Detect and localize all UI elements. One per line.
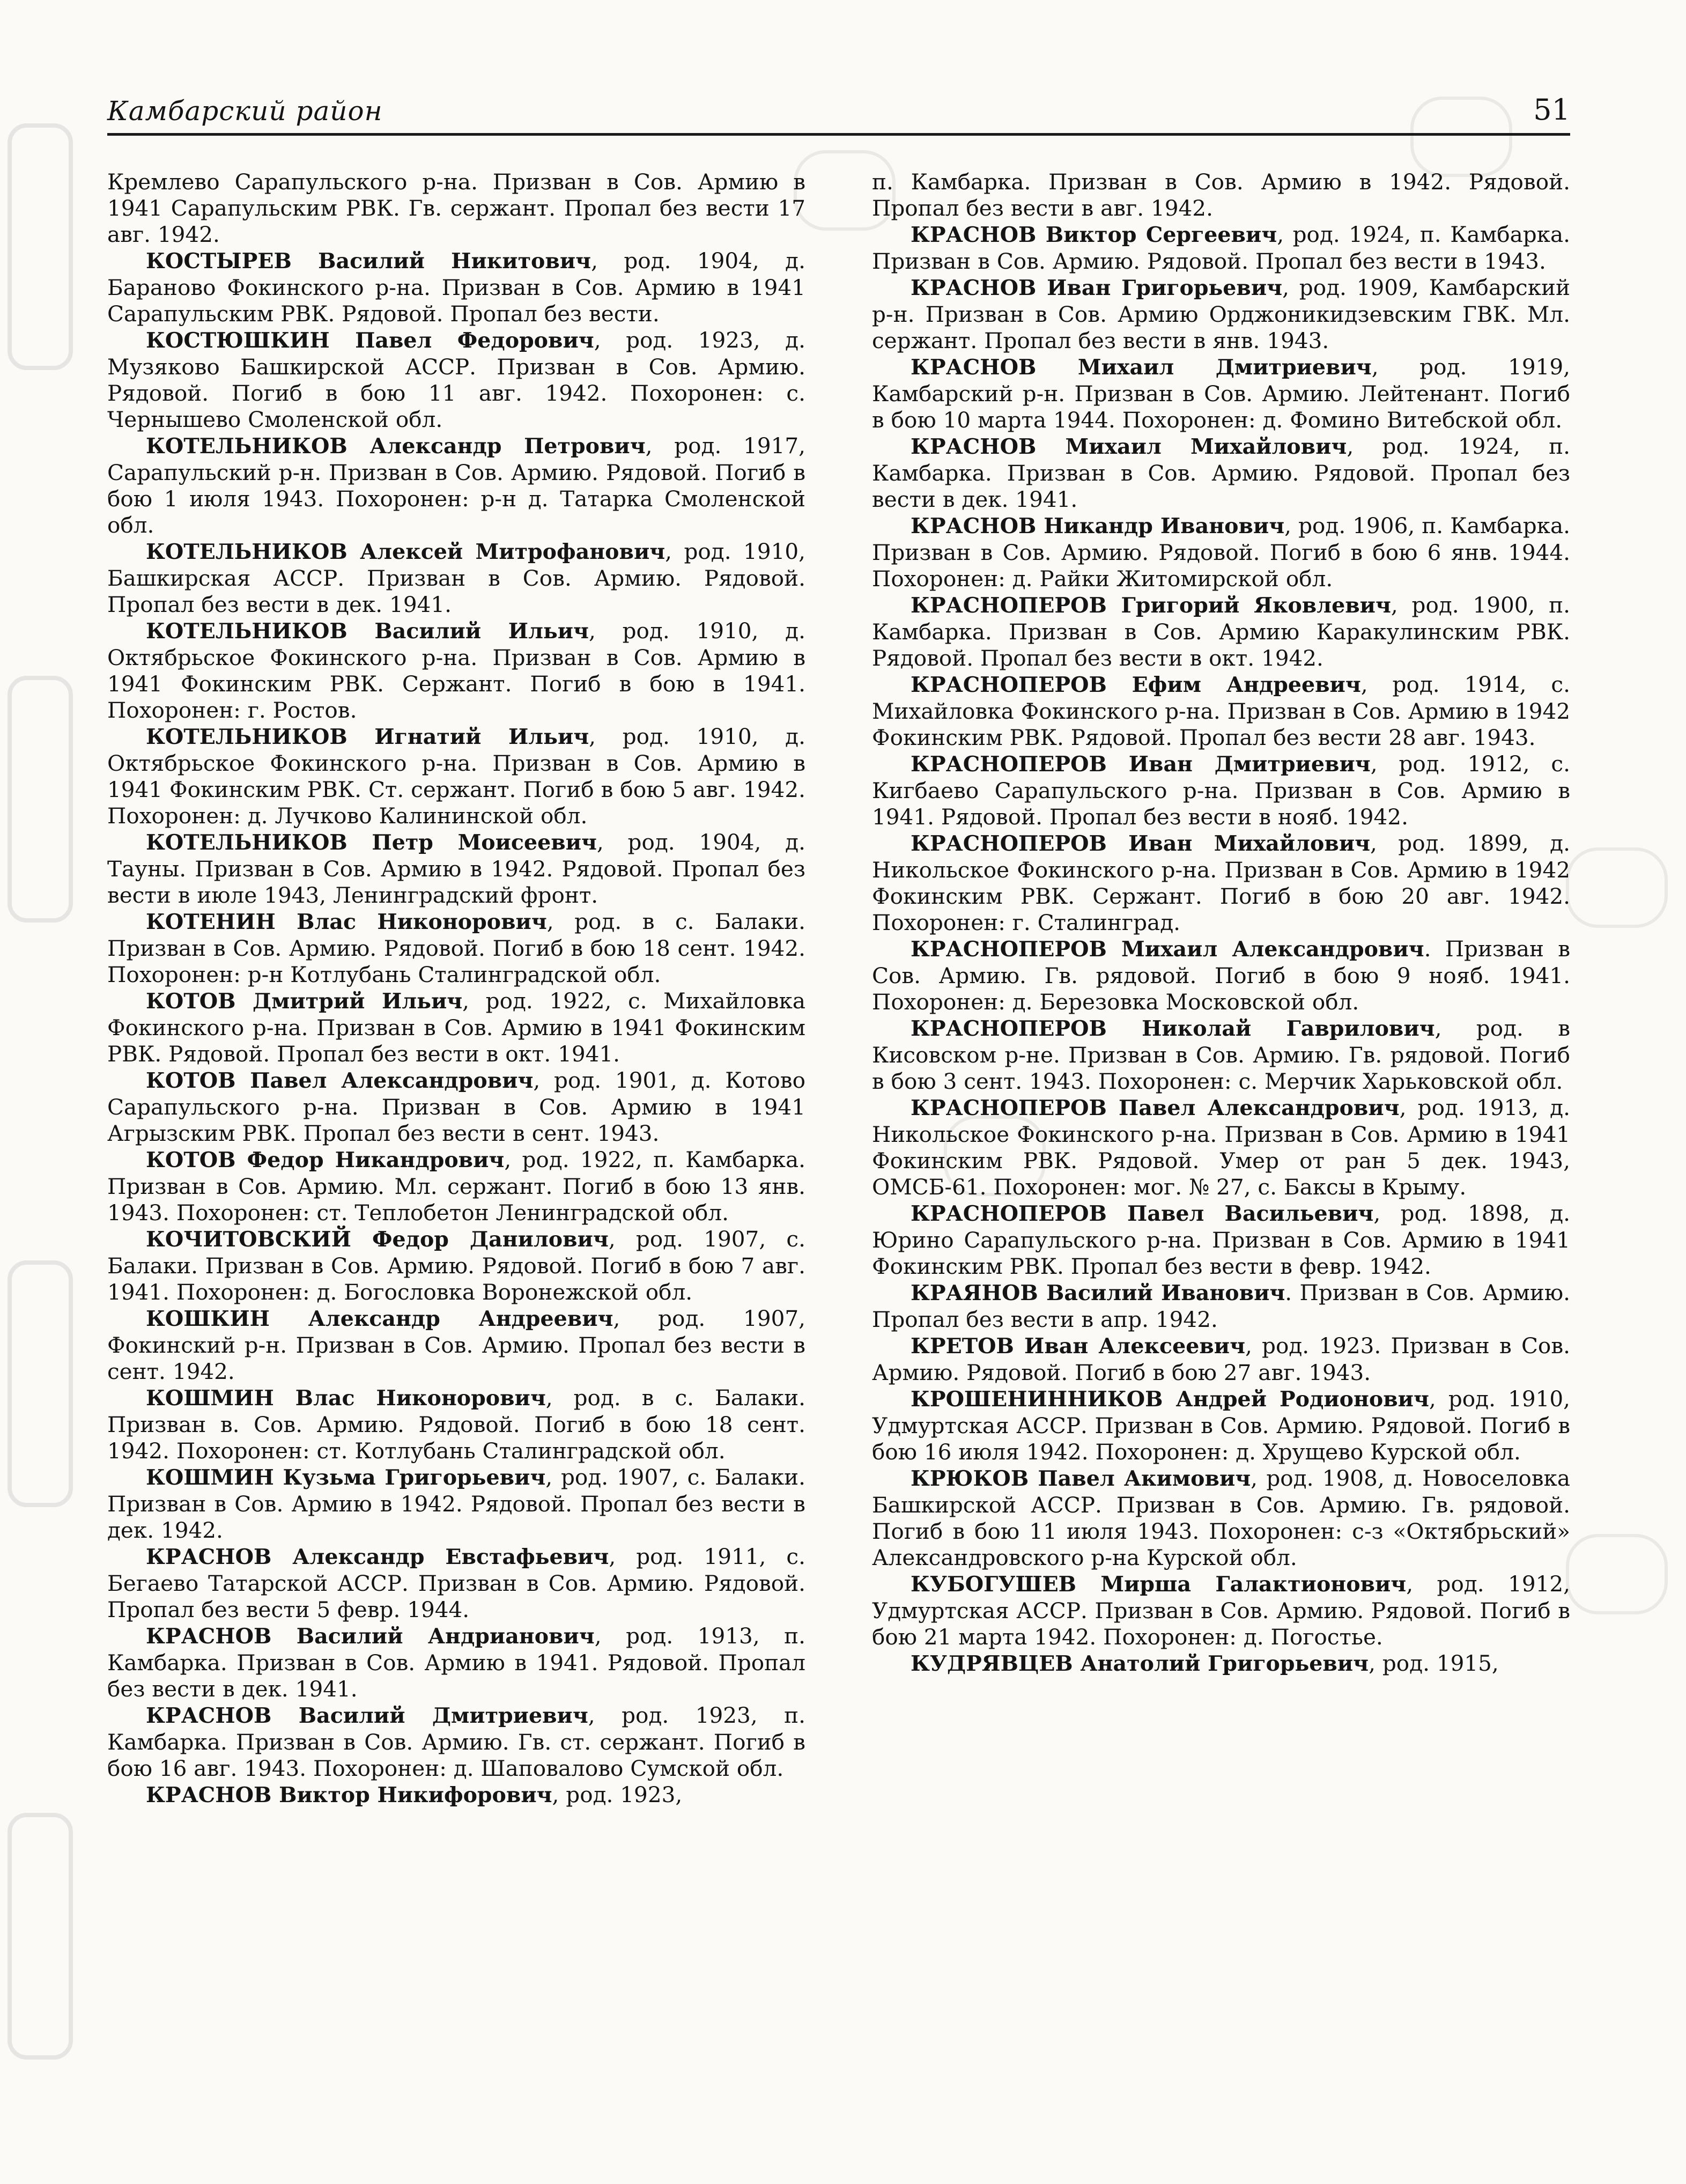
person-name: КРАСНОВ Виктор Никифорович [146, 1783, 552, 1807]
person-entry [107, 724, 805, 829]
person-name: КРАСНОВ Василий Андрианович [146, 1624, 595, 1649]
person-name: КРЕТОВ Иван Алексеевич [911, 1334, 1245, 1359]
watermark-stamp [1566, 1534, 1668, 1614]
person-entry [872, 222, 1570, 275]
entry-details: , род. 1923, д. Музяково Башкирской АССР. Призван в Сов. Армию. Рядовой. Погиб в бою 11 авг. 1942. Похоронен: с. Чернышево Смоленской обл. [107, 327, 805, 432]
entry-details: . Призван в Сов. Армию. Гв. рядовой. Погиб в бою 9 нояб. 1941. Похоронен: д. Березовка Московской обл. [872, 936, 1570, 1015]
person-name: КРАСНОВ Александр Евстафьевич [146, 1545, 609, 1569]
person-entry [107, 618, 805, 724]
person-name: КОЧИТОВСКИЙ Федор Данилович [146, 1227, 609, 1252]
person-entry [872, 1280, 1570, 1333]
person-name: КРАСНОПЕРОВ Иван Михайлович [911, 831, 1371, 856]
person-entry [107, 1305, 805, 1385]
entry-details: , род. 1913, д. Никольское Фокинского р-на. Призван в Сов. Армию в 1941 Фокинским РВК. Рядовой. Умер от ран 5 дек. 1943, ОМСБ-61. Похоронен: мог. № 27, с. Баксы в Крыму. [872, 1095, 1570, 1200]
person-entry [872, 1333, 1570, 1386]
person-entry [107, 1702, 805, 1782]
person-entry [107, 1544, 805, 1623]
entry-details: , род. 1910, Удмуртская АССР. Призван в Сов. Армию. Рядовой. Погиб в бою 16 июля 1942. Похоронен: д. Хрущево Курской обл. [872, 1386, 1570, 1465]
person-entry [872, 354, 1570, 433]
person-name: КРАСНОПЕРОВ Ефим Андреевич [911, 673, 1361, 697]
person-entry [872, 1015, 1570, 1095]
person-name: КРАСНОВ Виктор Сергеевич [911, 223, 1277, 247]
entry-details: , род. 1906, п. Камбарка. Призван в Сов. Армию. Рядовой. Погиб в бою 6 янв. 1944. Похоронен: д. Райки Житомирской обл. [872, 513, 1570, 592]
left-column [107, 169, 805, 1993]
person-entry [872, 672, 1570, 751]
person-entry [872, 1095, 1570, 1200]
entry-details: , род. 1904, д. Тауны. Призван в Сов. Армию в 1942. Рядовой. Пропал без вести в июле 1943, Ленинградский фронт. [107, 829, 805, 908]
entry-details: , род. 1924, п. Камбарка. Призван в Сов. Армию. Рядовой. Пропал без вести в 1943. [872, 222, 1570, 274]
entry-details: , род. в с. Балаки. Призван в Сов. Армию. Рядовой. Погиб в бою 18 сент. 1942. Похоронен: р-н Котлубань Сталинградской обл. [107, 909, 805, 987]
person-name: КОТОВ Дмитрий Ильич [146, 989, 463, 1014]
person-entry [872, 1200, 1570, 1280]
entry-details: , род. 1922, п. Камбарка. Призван в Сов. Армию. Мл. сержант. Погиб в бою 13 янв. 1943. Похоронен: ст. Теплобетон Ленинградской обл. [107, 1147, 805, 1226]
entry-details: , род. 1913, п. Камбарка. Призван в Сов. Армию в 1941. Рядовой. Пропал без вести в дек. 1941. [107, 1623, 805, 1702]
watermark-stamp [8, 123, 73, 370]
person-entry [872, 1650, 1570, 1677]
person-name: КРАЯНОВ Василий Иванович [911, 1281, 1285, 1305]
entry-details: . Призван в Сов. Армию. Пропал без вести в апр. 1942. [872, 1280, 1570, 1332]
person-entry [107, 433, 805, 538]
person-entry [107, 1147, 805, 1226]
person-entry [107, 988, 805, 1067]
entry-details: , род. 1914, с. Михайловка Фокинского р-на. Призван в Сов. Армию в 1942 Фокинским РВК. Рядовой. Пропал без вести 28 авг. 1943. [872, 672, 1570, 750]
person-name: КРАСНОВ Михаил Михайлович [911, 434, 1347, 459]
entry-details: Кремлево Сарапульского р-на. Призван в Сов. Армию в 1941 Сарапульским РВК. Гв. сержант. Пропал без вести 17 авг. 1942. [107, 169, 805, 247]
entry-details: , род. 1923, п. Камбарка. Призван в Сов. Армию. Гв. ст. сержант. Погиб в бою 16 авг. 1943. Похоронен: д. Шаповалово Сумской обл. [107, 1702, 805, 1781]
person-entry [107, 1623, 805, 1702]
person-name: КУДРЯВЦЕВ Анатолий Григорьевич [911, 1651, 1369, 1676]
person-name: КОШМИН Влас Никонорович [146, 1386, 546, 1411]
person-entry [872, 936, 1570, 1015]
person-name: КРАСНОПЕРОВ Николай Гаврилович [911, 1016, 1435, 1041]
person-name: КОТЕЛЬНИКОВ Алексей Митрофанович [146, 540, 665, 564]
person-name: КОТОВ Федор Никандрович [146, 1148, 505, 1172]
person-name: КОТЕЛЬНИКОВ Петр Моисеевич [146, 830, 597, 855]
entry-details: , род. 1901, д. Котово Сарапульского р-на. Призван в Сов. Армию в 1941 Агрызским РВК. Пропал без вести в сент. 1943. [107, 1067, 805, 1146]
entry-details: , род. 1910, д. Октябрьское Фокинского р-на. Призван в Сов. Армию в 1941 Фокинским РВК. Ст. сержант. Погиб в бою 5 авг. 1942. Похоронен: д. Лучково Калининской обл. [107, 724, 805, 829]
person-entry [872, 751, 1570, 830]
person-name: КРОШЕНИННИКОВ Андрей Родионович [911, 1387, 1429, 1412]
person-name: КРАСНОВ Василий Дмитриевич [146, 1703, 588, 1728]
person-name: КРАСНОПЕРОВ Павел Александрович [911, 1096, 1400, 1120]
memorial-list [107, 169, 1570, 1993]
person-entry [107, 248, 805, 327]
person-name: КОШМИН Кузьма Григорьевич [146, 1465, 546, 1490]
watermark-stamp [8, 1813, 73, 2060]
person-name: КОТЕЛЬНИКОВ Александр Петрович [146, 434, 646, 459]
person-entry [107, 1782, 805, 1809]
entry-details: , род. 1908, д. Новоселовка Башкирской АССР. Призван в Сов. Армию. Гв. рядовой. Погиб в бою 11 июля 1943. Похоронен: с-з «Октябрьский» Александровского р-на Курской обл. [872, 1465, 1570, 1570]
running-header [107, 85, 1570, 136]
watermark-stamp [1566, 847, 1668, 928]
entry-details: , род. в Кисовском р-не. Призван в Сов. Армию. Гв. рядовой. Погиб в бою 3 сент. 1943. Похоронен: с. Мерчик Харьковской обл. [872, 1015, 1570, 1094]
person-entry [872, 830, 1570, 936]
person-name: КУБОГУШЕВ Мирша Галактионович [911, 1572, 1407, 1597]
entry-details: , род. 1910, Башкирская АССР. Призван в Сов. Армию. Рядовой. Пропал без вести в дек. 1941. [107, 538, 805, 617]
person-name: КОШКИН Александр Андреевич [146, 1307, 613, 1331]
person-name: КОСТЫРЕВ Василий Никитович [146, 249, 591, 274]
person-entry [107, 538, 805, 618]
entry-details: , род. 1900, п. Камбарка. Призван в Сов. Армию Каракулинским РВК. Рядовой. Пропал без вести в окт. 1942. [872, 592, 1570, 671]
entry-details: , род. 1904, д. Бараново Фокинского р-на. Призван в Сов. Армию в 1941 Сарапульским РВК. Рядовой. Пропал без вести. [107, 248, 805, 327]
entry-details: , род. в с. Балаки. Призван в. Сов. Армию. Рядовой. Погиб в бою 18 сент. 1942. Похоронен: ст. Котлубань Сталинградской обл. [107, 1385, 805, 1464]
person-entry [107, 1067, 805, 1147]
person-name: КРАСНОПЕРОВ Иван Дмитриевич [911, 752, 1371, 777]
person-name: КРАСНОВ Иван Григорьевич [911, 276, 1283, 300]
entry-details: , род. 1907, с. Балаки. Призван в Сов. Армию в 1942. Рядовой. Пропал без вести в дек. 1942. [107, 1464, 805, 1543]
person-name: КРАСНОВ Никандр Иванович [911, 514, 1285, 538]
person-entry [872, 433, 1570, 513]
person-entry [107, 1385, 805, 1464]
person-entry [107, 909, 805, 988]
person-name: КРАСНОПЕРОВ Григорий Яковлевич [911, 593, 1391, 618]
entry-details: , род. 1909, Камбарский р-н. Призван в Сов. Армию Орджоникидзевским ГВК. Мл. сержант. Пропал без вести в янв. 1943. [872, 275, 1570, 353]
person-entry [872, 592, 1570, 672]
person-entry [872, 1386, 1570, 1465]
entry-details: , род. 1912, Удмуртская АССР. Призван в Сов. Армию. Рядовой. Погиб в бою 21 марта 1942. Похоронен: д. Погостье. [872, 1571, 1570, 1650]
person-entry [107, 829, 805, 909]
watermark-stamp [8, 676, 73, 923]
entry-details: , род. 1923, [552, 1782, 683, 1807]
person-entry [872, 513, 1570, 592]
person-name: КРАСНОВ Михаил Дмитриевич [911, 355, 1372, 380]
person-entry [107, 1226, 805, 1305]
entry-details: , род. 1917, Сарапульский р-н. Призван в Сов. Армию. Рядовой. Погиб в бою 1 июля 1943. Похоронен: р-н д. Татарка Смоленской обл. [107, 433, 805, 538]
entry-details: , род. 1919, Камбарский р-н. Призван в Сов. Армию. Лейтенант. Погиб в бою 10 марта 1944. Похоронен: д. Фомино Витебской обл. [872, 354, 1570, 433]
entry-details: , род. 1899, д. Никольское Фокинского р-на. Призван в Сов. Армию в 1942 Фокинским РВК. Сержант. Погиб в бою 20 авг. 1942. Похоронен: г. Сталинград. [872, 830, 1570, 935]
entry-details: , род. 1898, д. Юрино Сарапульского р-на. Призван в Сов. Армию в 1941 Фокинским РВК. Пропал без вести в февр. 1942. [872, 1200, 1570, 1279]
entry-continuation [107, 169, 805, 248]
right-column [872, 169, 1570, 1993]
person-name: КРАСНОПЕРОВ Михаил Александрович [911, 937, 1424, 962]
person-entry [872, 1571, 1570, 1650]
person-entry [107, 327, 805, 433]
person-name: КОТЕЛЬНИКОВ Василий Ильич [146, 619, 589, 644]
person-entry [107, 1464, 805, 1544]
page-number: 51 [1533, 93, 1570, 127]
entry-details: , род. 1915, [1369, 1650, 1499, 1676]
person-entry [872, 275, 1570, 354]
entry-details: , род. 1923. Призван в Сов. Армию. Рядовой. Погиб в бою 27 авг. 1943. [872, 1333, 1570, 1385]
entry-details: , род. 1924, п. Камбарка. Призван в Сов. Армию. Рядовой. Пропал без вести в дек. 1941. [872, 433, 1570, 512]
person-name: КОСТЮШКИН Павел Федорович [146, 328, 594, 353]
person-name: КОТЕНИН Влас Никонорович [146, 910, 547, 934]
entry-details: , род. 1911, с. Бегаево Татарской АССР. Призван в Сов. Армию. Рядовой. Пропал без вести 5 февр. 1944. [107, 1544, 805, 1622]
entry-details: п. Камбарка. Призван в Сов. Армию в 1942. Рядовой. Пропал без вести в авг. 1942. [872, 169, 1570, 221]
person-name: КРАСНОПЕРОВ Павел Васильевич [911, 1201, 1374, 1226]
entry-details: , род. 1910, д. Октябрьское Фокинского р-на. Призван в Сов. Армию в 1941 Фокинским РВК. Сержант. Погиб в бою в 1941. Похоронен: г. Ростов. [107, 618, 805, 723]
entry-details: , род. 1907, Фокинский р-н. Призван в Сов. Армию. Пропал без вести в сент. 1942. [107, 1305, 805, 1384]
region-title: Камбарский район [107, 95, 383, 127]
person-name: КОТЕЛЬНИКОВ Игнатий Ильич [146, 725, 589, 749]
person-name: КРЮКОВ Павел Акимович [911, 1466, 1251, 1491]
entry-continuation [872, 169, 1570, 222]
watermark-stamp [8, 1260, 73, 1507]
entry-details: , род. 1907, с. Балаки. Призван в Сов. Армию. Рядовой. Погиб в бою 7 авг. 1941. Похоронен: д. Богословка Воронежской обл. [107, 1226, 805, 1305]
person-entry [872, 1465, 1570, 1571]
person-name: КОТОВ Павел Александрович [146, 1068, 534, 1093]
entry-details: , род. 1922, с. Михайловка Фокинского р-на. Призван в Сов. Армию в 1941 Фокинским РВК. Рядовой. Пропал без вести в окт. 1941. [107, 988, 805, 1067]
entry-details: , род. 1912, с. Кигбаево Сарапульского р-на. Призван в Сов. Армию в 1941. Рядовой. Пропал без вести в нояб. 1942. [872, 751, 1570, 830]
